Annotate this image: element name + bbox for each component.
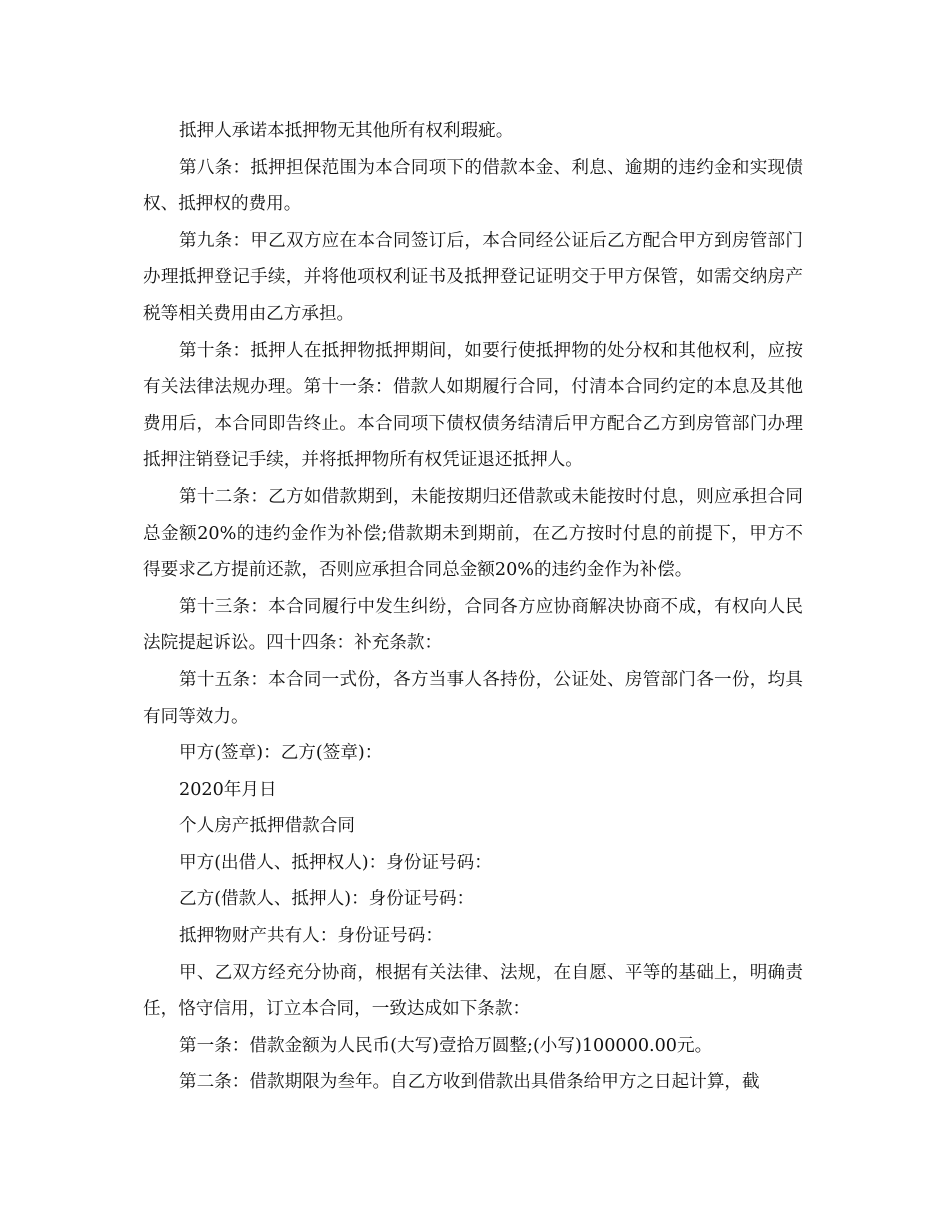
paragraph-preamble: 甲、乙双方经充分协商，根据有关法律、法规，在自愿、平等的基础上，明确责任，恪守信用，订立本合同，一致达成如下条款： xyxy=(143,962,803,1020)
party-a-line: 甲方(出借人、抵押权人)：身份证号码： xyxy=(179,852,492,873)
paragraph-article-13-14: 第十三条：本合同履行中发生纠纷，合同各方应协商解决协商不成，有权向人民法院提起诉讼。四十四条：补充条款： xyxy=(143,596,803,654)
paragraph-article-15: 第十五条：本合同一式份，各方当事人各持份，公证处、房管部门各一份，均具有同等效力。 xyxy=(143,669,803,727)
party-b-line: 乙方(借款人、抵押人)：身份证号码： xyxy=(179,889,475,910)
co-owner-line: 抵押物财产共有人：身份证号码： xyxy=(179,926,443,947)
signature-line: 甲方(签章)：乙方(签章)： xyxy=(179,743,383,764)
document-body xyxy=(143,113,803,1101)
paragraph-article-1: 第一条：借款金额为人民币(大写)壹拾万圆整;(小写)100000.00元。 xyxy=(179,1035,713,1056)
paragraph-article-10-11: 第十条：抵押人在抵押物抵押期间，如要行使抵押物的处分权和其他权利，应按有关法律法规办理。第十一条：借款人如期履行合同，付清本合同约定的本息及其他费用后，本合同即告终止。本合同项下债权债务结清后甲方配合乙方到房管部门办理抵押注销登记手续，并将抵押物所有权凭证退还抵押人。 xyxy=(143,340,803,471)
paragraph-article-12: 第十二条：乙方如借款期到，未能按期归还借款或未能按时付息，则应承担合同总金额20%的违约金作为补偿;借款期未到期前，在乙方按时付息的前提下，甲方不得要求乙方提前还款，否则应承担合同总金额20%的违约金作为补偿。 xyxy=(143,486,803,581)
paragraph-article-9: 第九条：甲乙双方应在本合同签订后，本合同经公证后乙方配合甲方到房管部门办理抵押登记手续，并将他项权利证书及抵押登记证明交于甲方保管，如需交纳房产税等相关费用由乙方承担。 xyxy=(143,230,803,324)
date-line: 2020年月日 xyxy=(179,779,277,800)
paragraph-article-2: 第二条：借款期限为叁年。自乙方收到借款出具借条给甲方之日起计算，截 xyxy=(179,1072,760,1093)
paragraph-article-8: 第八条：抵押担保范围为本合同项下的借款本金、利息、逾期的违约金和实现债权、抵押权的费用。 xyxy=(143,157,803,215)
paragraph-mortgagor-pledge: 抵押人承诺本抵押物无其他所有权利瑕疵。 xyxy=(179,121,514,141)
contract-title: 个人房产抵押借款合同 xyxy=(179,816,355,837)
